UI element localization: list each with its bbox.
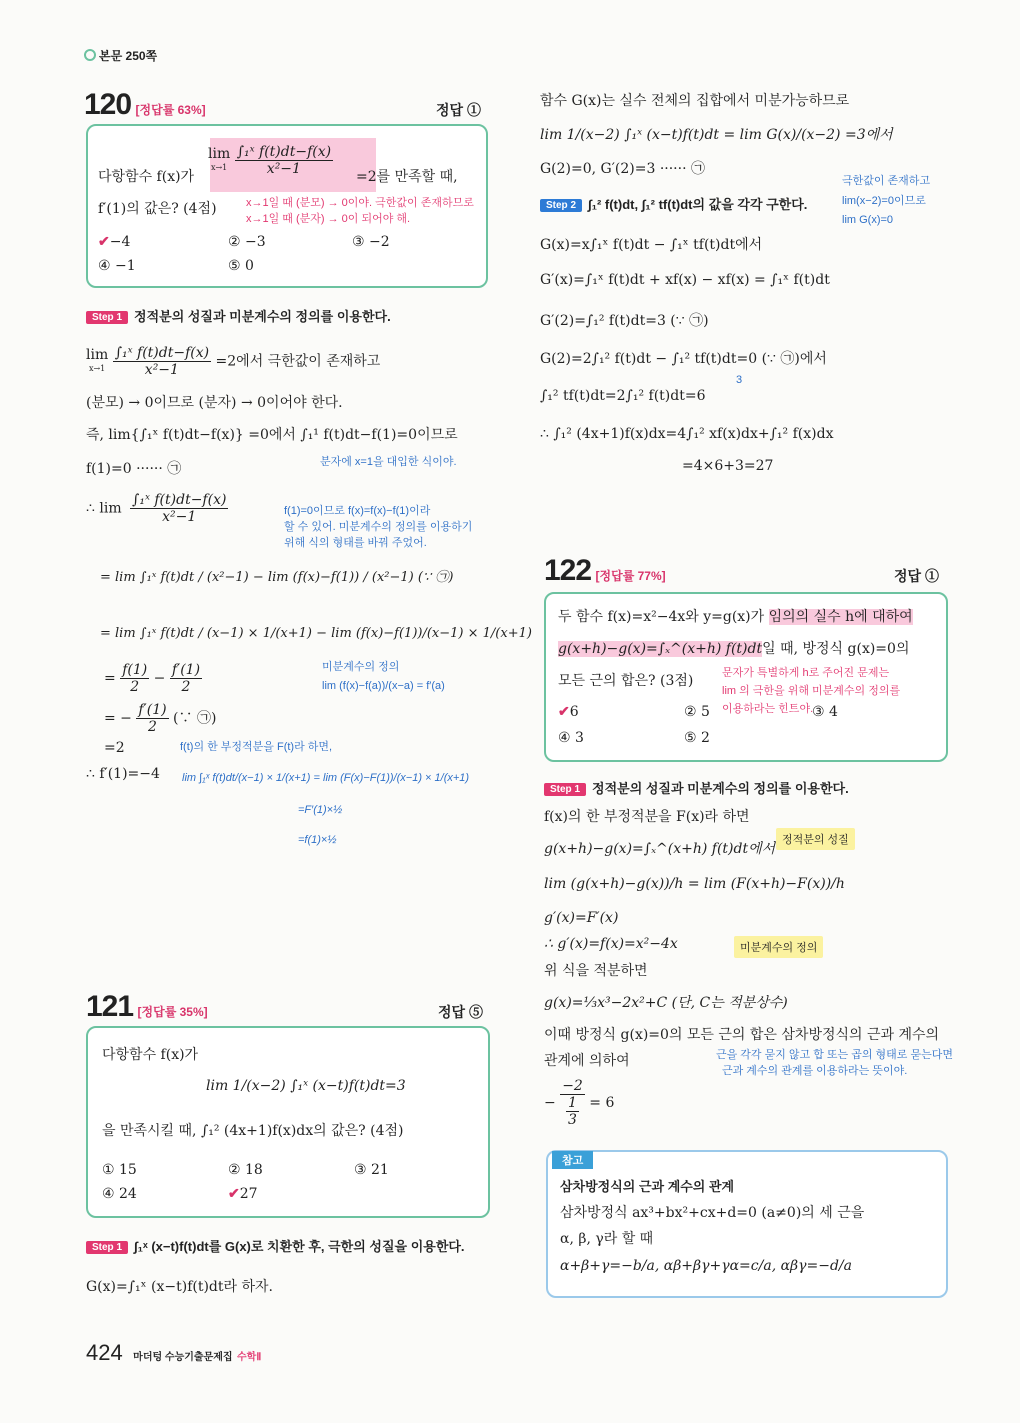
- option-1[interactable]: ✔6: [558, 704, 579, 720]
- solution-line: =4×6+3=27: [682, 458, 774, 474]
- problem-121-header: [86, 990, 208, 1024]
- solution-line: ∴ lim $\frac{\text{∫₁ˣ f(t)dt−f(x)}}{\text{x²−1}}$: [86, 492, 227, 525]
- option-5[interactable]: ⑤ 2: [684, 730, 710, 746]
- note: f(t)의 한 부정적분을 F(t)라 하면,: [180, 741, 333, 753]
- checkmark-icon: ✔: [558, 704, 570, 720]
- question-text-2: g(x+h)−g(x)=∫ₓ^(x+h) f(t)dt일 때, 방정식 g(x)=0의: [558, 641, 910, 657]
- solution-line: f(x)의 한 부정적분을 F(x)라 하면: [544, 809, 750, 825]
- checkmark-icon: ✔: [98, 234, 110, 250]
- solution-line: 위 식을 적분하면: [544, 963, 648, 979]
- page-number: 424: [86, 1340, 123, 1365]
- problem-122-box: [544, 592, 948, 762]
- note: f(1)=0이므로 f(x)=f(x)−f(1)이라: [284, 505, 431, 517]
- solution-line: 즉, lim{∫₁ˣ f(t)dt−f(x)} =0에서 ∫₁¹ f(t)dt−f(1)=0이므로: [86, 427, 458, 443]
- problem-120-box: [86, 124, 488, 288]
- solution-line: G(x)=∫₁ˣ (x−t)f(t)dt라 하자.: [86, 1279, 273, 1295]
- note: 문자가 특별하게 h로 주어진 문제는: [722, 667, 890, 679]
- solution-line: ∴ f′(1)=−4: [86, 766, 160, 782]
- problem-120-header: [84, 88, 206, 122]
- note: 근을 각각 묻지 않고 합 또는 곱의 형태로 묻는다면: [716, 1049, 953, 1061]
- solution-line: G(2)=0, G′(2)=3 ······ ㉠: [540, 161, 705, 177]
- note: 할 수 있어. 미분계수의 정의를 이용하기: [284, 521, 473, 533]
- checkmark-icon: ✔: [228, 1186, 240, 1202]
- reference-title: 삼차방정식의 근과 계수의 관계: [560, 1179, 735, 1194]
- note: lim (f(x)−f(a))/(x−a) = f′(a): [322, 680, 445, 692]
- subject-label: 수학Ⅱ: [237, 1352, 262, 1363]
- note: 3: [736, 374, 743, 386]
- solution-line: lim (g(x+h)−g(x))/h = lim (F(x+h)−F(x))/h: [544, 876, 845, 892]
- problem-number: 120: [84, 88, 132, 121]
- answer-label: 정답 ⑤: [438, 1004, 483, 1020]
- question-text-3: f′(1)의 값은? (4점): [98, 201, 217, 217]
- solution-line: G(2)=2∫₁² f(t)dt − ∫₁² tf(t)dt=0 (∵ ㉠)에서: [540, 351, 827, 367]
- reference-line: α+β+γ=−b/a, αβ+βγ+γα=c/a, αβγ=−d/a: [560, 1258, 852, 1274]
- note: x→1일 때 (분모) → 0이야. 극한값이 존재하므로: [246, 197, 474, 209]
- solution-line: g′(x)=F′(x): [544, 910, 619, 926]
- option-3[interactable]: ③ −2: [352, 234, 390, 250]
- option-4[interactable]: ④ 24: [102, 1186, 137, 1202]
- reference-tag: 참고: [552, 1151, 593, 1169]
- step-1-heading: Step 1 ∫₁ˣ (x−t)f(t)dt를 G(x)로 치환한 후, 극한의 성질을 이용한다.: [86, 1236, 465, 1255]
- reference-line: 삼차방정식 ax³+bx²+cx+d=0 (a≠0)의 세 근을: [560, 1205, 865, 1221]
- solution-line: ∴ ∫₁² (4x+1)f(x)dx=4∫₁² xf(x)dx+∫₁² f(x)dx: [540, 426, 834, 442]
- question-text-2: 을 만족시킬 때, ∫₁² (4x+1)f(x)dx의 값은? (4점): [102, 1123, 404, 1139]
- option-1[interactable]: ① 15: [102, 1162, 137, 1178]
- footer: [86, 1340, 261, 1366]
- solution-line: g(x)=⅓x³−2x²+C (단, C는 적분상수): [544, 995, 788, 1011]
- solution-line: G′(2)=∫₁² f(t)dt=3 (∵ ㉠): [540, 313, 709, 329]
- accuracy-rate: [정답률 35%]: [137, 1005, 208, 1019]
- note: 극한값이 존재하고: [842, 175, 931, 187]
- accuracy-rate: [정답률 77%]: [595, 569, 666, 583]
- question-text: 두 함수 f(x)=x²−4x와 y=g(x)가 임의의 실수 h에 대하여: [558, 609, 913, 625]
- book-title: 마더텅 수능기출문제집: [133, 1352, 233, 1363]
- question-text: 다항함수 f(x)가: [102, 1047, 199, 1063]
- answer-label: 정답 ①: [436, 102, 481, 118]
- note: 위해 식의 형태를 바꿔 주었어.: [284, 537, 427, 549]
- question-text-3: 모든 근의 합은? (3점): [558, 673, 694, 689]
- note: 근과 계수의 관계를 이용하라는 뜻이야.: [722, 1065, 908, 1077]
- step-2-heading: Step 2 ∫₁² f(t)dt, ∫₁² tf(t)dt의 값을 각각 구한다.: [540, 194, 807, 213]
- solution-line: f(1)=0 ······ ㉠: [86, 461, 182, 477]
- solution-line: ∴ g′(x)=f(x)=x²−4x: [544, 936, 678, 952]
- note: 미분계수의 정의: [322, 661, 400, 673]
- tag-label: 미분계수의 정의: [734, 936, 823, 958]
- solution-line: G′(x)=∫₁ˣ f(t)dt + xf(x) − xf(x) = ∫₁ˣ f(t)dt: [540, 272, 830, 288]
- option-2[interactable]: ② −3: [228, 234, 266, 250]
- note: x→1일 때 (분자) → 0이 되어야 해.: [246, 213, 411, 225]
- solution-line: = − $\frac{f'(1)}{2}$ (∵ ㉠): [104, 702, 217, 735]
- problem-122-header: [544, 554, 666, 588]
- question-text: 다항함수 f(x)가: [98, 169, 195, 185]
- note: 이용하라는 힌트야.: [722, 703, 814, 715]
- note: lim G(x)=0: [842, 214, 894, 226]
- option-2[interactable]: ② 5: [684, 704, 710, 720]
- option-3[interactable]: ③ 21: [354, 1162, 389, 1178]
- solution-line: (분모) → 0이므로 (분자) → 0이어야 한다.: [86, 395, 343, 411]
- solution-line: lim 1/(x−2) ∫₁ˣ (x−t)f(t)dt = lim G(x)/(x−2) =3에서: [540, 127, 893, 143]
- solution-line: = $\frac{f(1)}{2}$ − $\frac{f'(1)}{2}$: [104, 662, 201, 695]
- solution-line: ∫₁² tf(t)dt=2∫₁² f(t)dt=6: [540, 388, 706, 404]
- tag-label: 정적분의 성질: [776, 828, 855, 850]
- solution-line: G(x)=x∫₁ˣ f(t)dt − ∫₁ˣ tf(t)dt에서: [540, 237, 763, 253]
- note: =F′(1)×½: [298, 804, 343, 816]
- problem-number: 121: [86, 990, 134, 1023]
- limit-expression: lim x→1 $\frac{\text{∫₁ˣ f(t)dt−f(x)}}{\text{x²−1}}$: [208, 144, 332, 177]
- note: lim ∫₁ˣ f(t)dt/(x−1) × 1/(x+1) = lim (F(x)−F(1))/(x−1) × 1/(x+1): [182, 772, 470, 784]
- option-2[interactable]: ② 18: [228, 1162, 263, 1178]
- question-text-2: =2를 만족할 때,: [356, 169, 458, 185]
- solution-line: 함수 G(x)는 실수 전체의 집합에서 미분가능하므로: [540, 93, 850, 109]
- problem-number: 122: [544, 554, 592, 587]
- option-3[interactable]: ③ 4: [812, 704, 838, 720]
- solution-line: g(x+h)−g(x)=∫ₓ^(x+h) f(t)dt에서: [544, 841, 776, 857]
- accuracy-rate: [정답률 63%]: [135, 103, 206, 117]
- note: lim 의 극한을 위해 미분계수의 정의를: [722, 685, 901, 697]
- solution-line: lim x→1 $\frac{\text{∫₁ˣ f(t)dt−f(x)}}{\text{x²−1}}$ =2에서 극한값이 존재하고: [86, 345, 381, 378]
- solution-line: = lim ∫₁ˣ f(t)dt / (x−1) × 1/(x+1) − lim (f(x)−f(1))/(x−1) × 1/(x+1): [100, 626, 532, 641]
- solution-line: − $\frac{-2}{\frac{1}{3}}$ = 6: [544, 1078, 615, 1128]
- option-4[interactable]: ④ −1: [98, 258, 136, 274]
- note: =f(1)×½: [298, 834, 337, 846]
- reference-box: [546, 1150, 948, 1298]
- option-4[interactable]: ④ 3: [558, 730, 584, 746]
- condition-expression: lim 1/(x−2) ∫₁ˣ (x−t)f(t)dt=3: [206, 1078, 406, 1094]
- option-5[interactable]: ✔27: [228, 1186, 258, 1202]
- solution-line: = lim ∫₁ˣ f(t)dt / (x²−1) − lim (f(x)−f(1)) / (x²−1) (∵ ㉠): [100, 570, 454, 585]
- reference-line: α, β, γ라 할 때: [560, 1231, 654, 1247]
- step-1-heading: Step 1 정적분의 성질과 미분계수의 정의를 이용한다.: [544, 778, 849, 797]
- solution-line: =2: [104, 740, 125, 756]
- note: lim(x−2)=0이므로: [842, 195, 926, 207]
- circle-bullet-icon: [84, 49, 96, 61]
- solution-line: 이때 방정식 g(x)=0의 모든 근의 합은 삼차방정식의 근과 계수의: [544, 1027, 940, 1043]
- header-bullet: 본문 250쪽: [84, 47, 157, 64]
- option-1[interactable]: ✔−4: [98, 234, 131, 250]
- answer-label: 정답 ①: [894, 568, 939, 584]
- option-5[interactable]: ⑤ 0: [228, 258, 254, 274]
- step-1-heading: Step 1 정적분의 성질과 미분계수의 정의를 이용한다.: [86, 306, 391, 325]
- note: 분자에 x=1을 대입한 식이야.: [320, 456, 457, 468]
- problem-121-box: [86, 1026, 490, 1218]
- solution-line: 관계에 의하여: [544, 1053, 630, 1069]
